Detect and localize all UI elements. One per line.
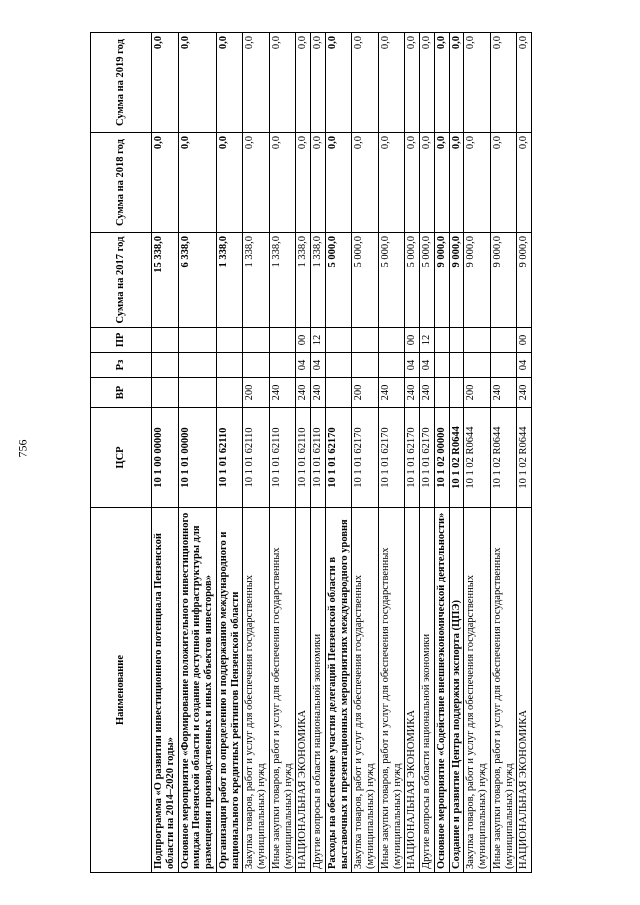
cell-sum-2018: 0,0 <box>517 133 532 233</box>
header-vr: ВР <box>91 378 152 408</box>
cell-pr <box>152 328 179 353</box>
cell-sum-2019: 0,0 <box>464 33 491 133</box>
table-row <box>434 33 449 873</box>
cell-rz: 04 <box>311 353 326 378</box>
cell-csr: 10 1 01 62170 <box>325 408 352 508</box>
cell-vr: 200 <box>243 378 270 408</box>
cell-sum-2017: 5 000,0 <box>325 233 352 328</box>
cell-sum-2018: 0,0 <box>352 133 379 233</box>
cell-pr <box>378 328 405 353</box>
cell-sum-2018: 0,0 <box>434 133 449 233</box>
cell-vr: 200 <box>464 378 491 408</box>
cell-pr: 00 <box>405 328 420 353</box>
cell-pr <box>464 328 491 353</box>
cell-name: Иные закупки товаров, работ и услуг для обеспечения государственных (муниципальных) нужд <box>269 508 296 873</box>
cell-csr: 10 1 01 62110 <box>243 408 270 508</box>
table-row <box>464 33 491 873</box>
cell-sum-2017: 1 338,0 <box>296 233 311 328</box>
cell-sum-2019: 0,0 <box>152 33 179 133</box>
cell-vr <box>178 378 216 408</box>
cell-sum-2018: 0,0 <box>311 133 326 233</box>
cell-sum-2019: 0,0 <box>490 33 517 133</box>
cell-csr: 10 1 01 62170 <box>352 408 379 508</box>
header-csr: ЦСР <box>91 408 152 508</box>
table-row <box>178 33 216 873</box>
cell-csr: 10 1 02 R0644 <box>517 408 532 508</box>
table-row <box>152 33 179 873</box>
cell-rz <box>178 353 216 378</box>
cell-sum-2017: 15 338,0 <box>152 233 179 328</box>
cell-rz: 04 <box>420 353 435 378</box>
table-row <box>243 33 270 873</box>
cell-csr: 10 1 02 R0644 <box>449 408 464 508</box>
cell-sum-2017: 5 000,0 <box>420 233 435 328</box>
rotated-table-container <box>90 33 580 873</box>
cell-sum-2018: 0,0 <box>296 133 311 233</box>
cell-name: НАЦИОНАЛЬНАЯ ЭКОНОМИКА <box>517 508 532 873</box>
cell-sum-2018: 0,0 <box>464 133 491 233</box>
cell-pr <box>243 328 270 353</box>
cell-sum-2019: 0,0 <box>243 33 270 133</box>
page-number: 756 <box>15 439 30 458</box>
cell-sum-2017: 5 000,0 <box>352 233 379 328</box>
cell-name: Создание и развитие Центра поддержки экспорта (ЦПЭ) <box>449 508 464 873</box>
cell-sum-2019: 0,0 <box>405 33 420 133</box>
cell-sum-2019: 0,0 <box>434 33 449 133</box>
cell-sum-2019: 0,0 <box>449 33 464 133</box>
cell-rz: 04 <box>517 353 532 378</box>
cell-pr <box>449 328 464 353</box>
header-name: Наименование <box>91 508 152 873</box>
cell-sum-2018: 0,0 <box>152 133 179 233</box>
cell-pr <box>178 328 216 353</box>
cell-name: Иные закупки товаров, работ и услуг для обеспечения государственных (муниципальных) нужд <box>490 508 517 873</box>
cell-vr <box>152 378 179 408</box>
cell-vr: 240 <box>296 378 311 408</box>
table-row <box>405 33 420 873</box>
cell-csr: 10 1 01 62110 <box>269 408 296 508</box>
cell-sum-2018: 0,0 <box>378 133 405 233</box>
cell-sum-2019: 0,0 <box>420 33 435 133</box>
cell-sum-2019: 0,0 <box>216 33 243 133</box>
cell-sum-2019: 0,0 <box>296 33 311 133</box>
cell-sum-2017: 9 000,0 <box>449 233 464 328</box>
cell-sum-2017: 5 000,0 <box>405 233 420 328</box>
cell-name: Иные закупки товаров, работ и услуг для обеспечения государственных (муниципальных) нужд <box>378 508 405 873</box>
cell-sum-2017: 9 000,0 <box>434 233 449 328</box>
cell-sum-2019: 0,0 <box>178 33 216 133</box>
cell-vr <box>434 378 449 408</box>
cell-vr: 240 <box>378 378 405 408</box>
table-row <box>269 33 296 873</box>
cell-rz: 04 <box>405 353 420 378</box>
cell-sum-2017: 5 000,0 <box>378 233 405 328</box>
cell-rz <box>464 353 491 378</box>
cell-name: Подпрограмма «О развитии инвестиционного потенциала Пензенской области на 2014–2020 годы» <box>152 508 179 873</box>
cell-sum-2017: 1 338,0 <box>311 233 326 328</box>
cell-name: Закупка товаров, работ и услуг для обеспечения государственных (муниципальных) нужд <box>243 508 270 873</box>
cell-rz <box>216 353 243 378</box>
cell-sum-2018: 0,0 <box>243 133 270 233</box>
cell-sum-2017: 6 338,0 <box>178 233 216 328</box>
cell-pr <box>269 328 296 353</box>
cell-csr: 10 1 01 62170 <box>405 408 420 508</box>
cell-sum-2018: 0,0 <box>178 133 216 233</box>
cell-pr <box>490 328 517 353</box>
cell-pr: 12 <box>420 328 435 353</box>
header-sum-2018: Сумма на 2018 год <box>91 133 152 233</box>
cell-rz <box>378 353 405 378</box>
cell-csr: 10 1 01 62110 <box>216 408 243 508</box>
cell-name: Организация работ по определению и поддержанию международного и национального кредитных рейтингов Пензенской области <box>216 508 243 873</box>
cell-rz <box>449 353 464 378</box>
table-body <box>152 33 532 873</box>
table-row <box>325 33 352 873</box>
cell-pr: 00 <box>517 328 532 353</box>
table-row <box>216 33 243 873</box>
cell-rz <box>269 353 296 378</box>
cell-pr <box>434 328 449 353</box>
cell-pr <box>216 328 243 353</box>
header-pr: ПР <box>91 328 152 353</box>
cell-vr: 240 <box>269 378 296 408</box>
cell-csr: 10 1 01 62110 <box>296 408 311 508</box>
cell-sum-2017: 9 000,0 <box>464 233 491 328</box>
cell-sum-2017: 1 338,0 <box>216 233 243 328</box>
budget-table <box>90 32 532 873</box>
cell-csr: 10 1 02 00000 <box>434 408 449 508</box>
cell-sum-2018: 0,0 <box>269 133 296 233</box>
cell-sum-2017: 1 338,0 <box>269 233 296 328</box>
cell-rz <box>243 353 270 378</box>
cell-name: НАЦИОНАЛЬНАЯ ЭКОНОМИКА <box>405 508 420 873</box>
table-header-row <box>91 33 152 873</box>
cell-name: НАЦИОНАЛЬНАЯ ЭКОНОМИКА <box>296 508 311 873</box>
cell-sum-2019: 0,0 <box>325 33 352 133</box>
cell-name: Основное мероприятие «Формирование положительного инвестиционного имиджа Пензенской области и создание доступной инфраструктуры для размещения производственных и иных объектов инвесторов» <box>178 508 216 873</box>
cell-csr: 10 1 00 00000 <box>152 408 179 508</box>
cell-vr <box>325 378 352 408</box>
cell-sum-2019: 0,0 <box>311 33 326 133</box>
cell-sum-2017: 9 000,0 <box>517 233 532 328</box>
cell-vr: 240 <box>517 378 532 408</box>
cell-name: Закупка товаров, работ и услуг для обеспечения государственных (муниципальных) нужд <box>352 508 379 873</box>
cell-name: Основное мероприятие «Содействие внешнеэкономической деятельности» <box>434 508 449 873</box>
cell-sum-2018: 0,0 <box>490 133 517 233</box>
header-sum-2019: Сумма на 2019 год <box>91 33 152 133</box>
cell-name: Расходы на обеспечение участия делегаций Пензенской области в выставочных и презентационных мероприятиях международного уровня <box>325 508 352 873</box>
cell-rz: 04 <box>296 353 311 378</box>
table-row <box>490 33 517 873</box>
cell-vr: 200 <box>352 378 379 408</box>
cell-pr: 00 <box>296 328 311 353</box>
cell-vr: 240 <box>405 378 420 408</box>
table-row <box>311 33 326 873</box>
cell-vr <box>216 378 243 408</box>
cell-sum-2018: 0,0 <box>216 133 243 233</box>
cell-pr: 12 <box>311 328 326 353</box>
cell-rz <box>152 353 179 378</box>
cell-vr: 240 <box>420 378 435 408</box>
table-row <box>352 33 379 873</box>
cell-sum-2019: 0,0 <box>378 33 405 133</box>
cell-rz <box>352 353 379 378</box>
cell-pr <box>325 328 352 353</box>
header-rz: Рз <box>91 353 152 378</box>
table-row <box>517 33 532 873</box>
header-sum-2017: Сумма на 2017 год <box>91 233 152 328</box>
cell-sum-2017: 9 000,0 <box>490 233 517 328</box>
cell-csr: 10 1 01 62110 <box>311 408 326 508</box>
cell-sum-2019: 0,0 <box>269 33 296 133</box>
cell-sum-2018: 0,0 <box>405 133 420 233</box>
cell-pr <box>352 328 379 353</box>
cell-vr <box>449 378 464 408</box>
cell-vr: 240 <box>311 378 326 408</box>
cell-csr: 10 1 01 00000 <box>178 408 216 508</box>
cell-sum-2019: 0,0 <box>352 33 379 133</box>
table-row <box>296 33 311 873</box>
cell-sum-2019: 0,0 <box>517 33 532 133</box>
cell-sum-2017: 1 338,0 <box>243 233 270 328</box>
cell-name: Закупка товаров, работ и услуг для обеспечения государственных (муниципальных) нужд <box>464 508 491 873</box>
table-row <box>449 33 464 873</box>
cell-csr: 10 1 01 62170 <box>420 408 435 508</box>
table-row <box>420 33 435 873</box>
cell-rz <box>325 353 352 378</box>
cell-csr: 10 1 02 R0644 <box>490 408 517 508</box>
cell-sum-2018: 0,0 <box>325 133 352 233</box>
cell-csr: 10 1 02 R0644 <box>464 408 491 508</box>
cell-rz <box>490 353 517 378</box>
cell-csr: 10 1 01 62170 <box>378 408 405 508</box>
cell-rz <box>434 353 449 378</box>
cell-sum-2018: 0,0 <box>449 133 464 233</box>
cell-vr: 240 <box>490 378 517 408</box>
cell-sum-2018: 0,0 <box>420 133 435 233</box>
cell-name: Другие вопросы в области национальной экономики <box>311 508 326 873</box>
table-row <box>378 33 405 873</box>
cell-name: Другие вопросы в области национальной экономики <box>420 508 435 873</box>
